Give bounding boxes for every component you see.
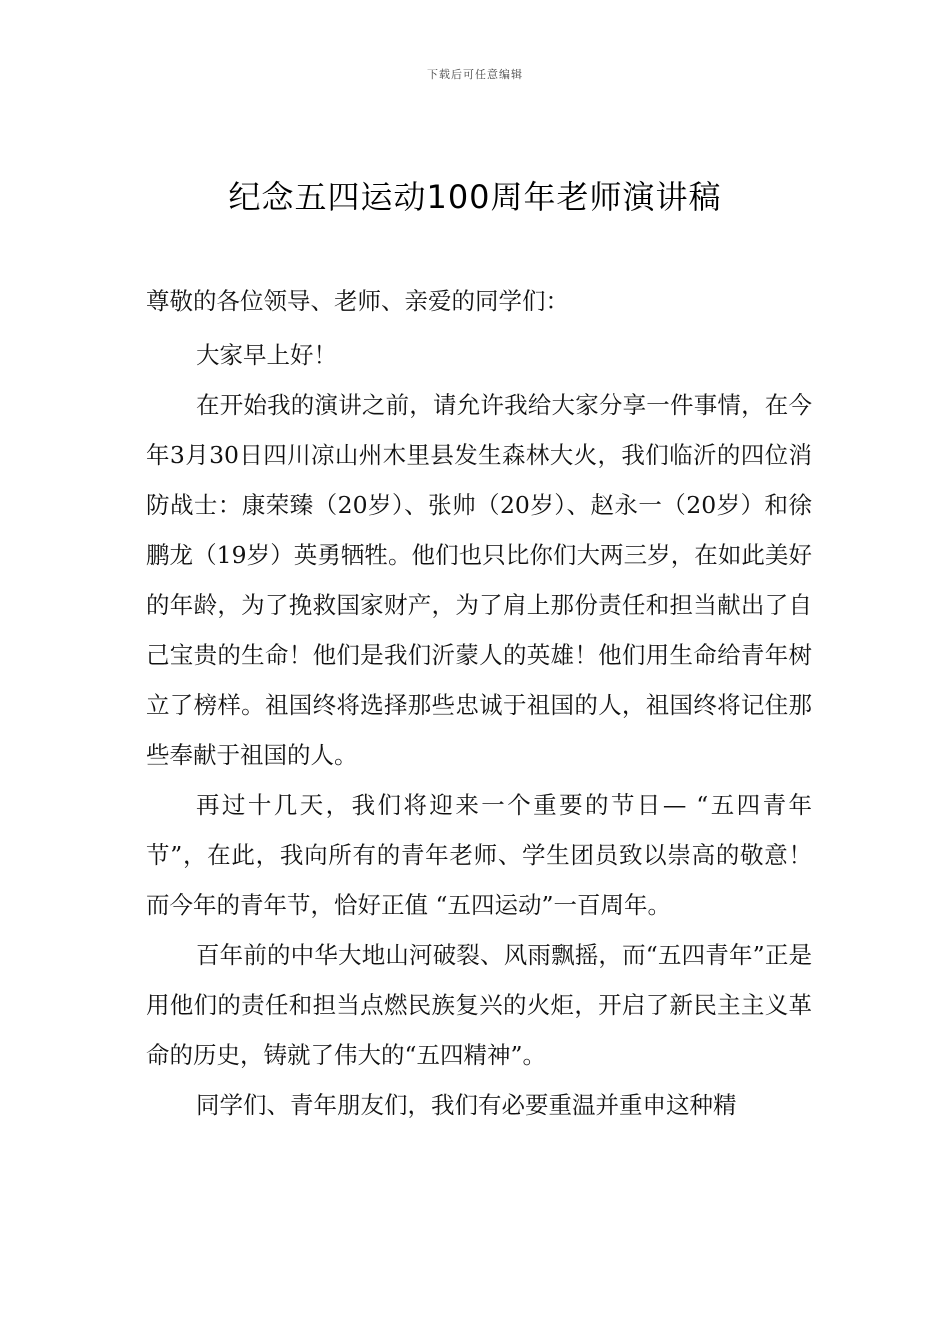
paragraph-firefighters: 在开始我的演讲之前，请允许我给大家分享一件事情，在今年3月30日四川凉山州木里县发生森林大火，我们临沂的四位消防战士：康荣臻（20岁）、张帅（20岁）、赵永一（20岁）和徐鹏龙（19岁）英勇牺牲。他们也只比你们大两三岁，在如此美好的年龄，为了挽救国家财产，为了肩上那份责任和担当献出了自己宝贵的生命！他们是我们沂蒙人的英雄！他们用生命给青年树立了榜样。祖国终将选择那些忠诚于祖国的人，祖国终将记住那些奉献于祖国的人。	[146, 391, 812, 769]
paragraph-history: 百年前的中华大地山河破裂、风雨飘摇，而“五四青年”正是用他们的责任和担当点燃民族复兴的火炬，开启了新民主主义革命的历史，铸就了伟大的“五四精神”。	[146, 941, 812, 1069]
paragraph-closing: 同学们、青年朋友们，我们有必要重温并重申这种精	[196, 1091, 737, 1119]
paragraph-youth-day: 再过十几天，我们将迎来一个重要的节日— “五四青年节”，在此，我向所有的青年老师、学生团员致以崇高的敬意！而今年的青年节，恰好正值 “五四运动”一百周年。	[146, 791, 812, 919]
document-body	[146, 276, 812, 1130]
salutation: 尊敬的各位领导、老师、亲爱的同学们：	[146, 287, 569, 315]
paragraph-greeting: 大家早上好！	[196, 341, 337, 369]
header-note: 下载后可任意编辑	[427, 68, 523, 81]
document-title: 纪念五四运动100周年老师演讲稿	[228, 178, 722, 216]
